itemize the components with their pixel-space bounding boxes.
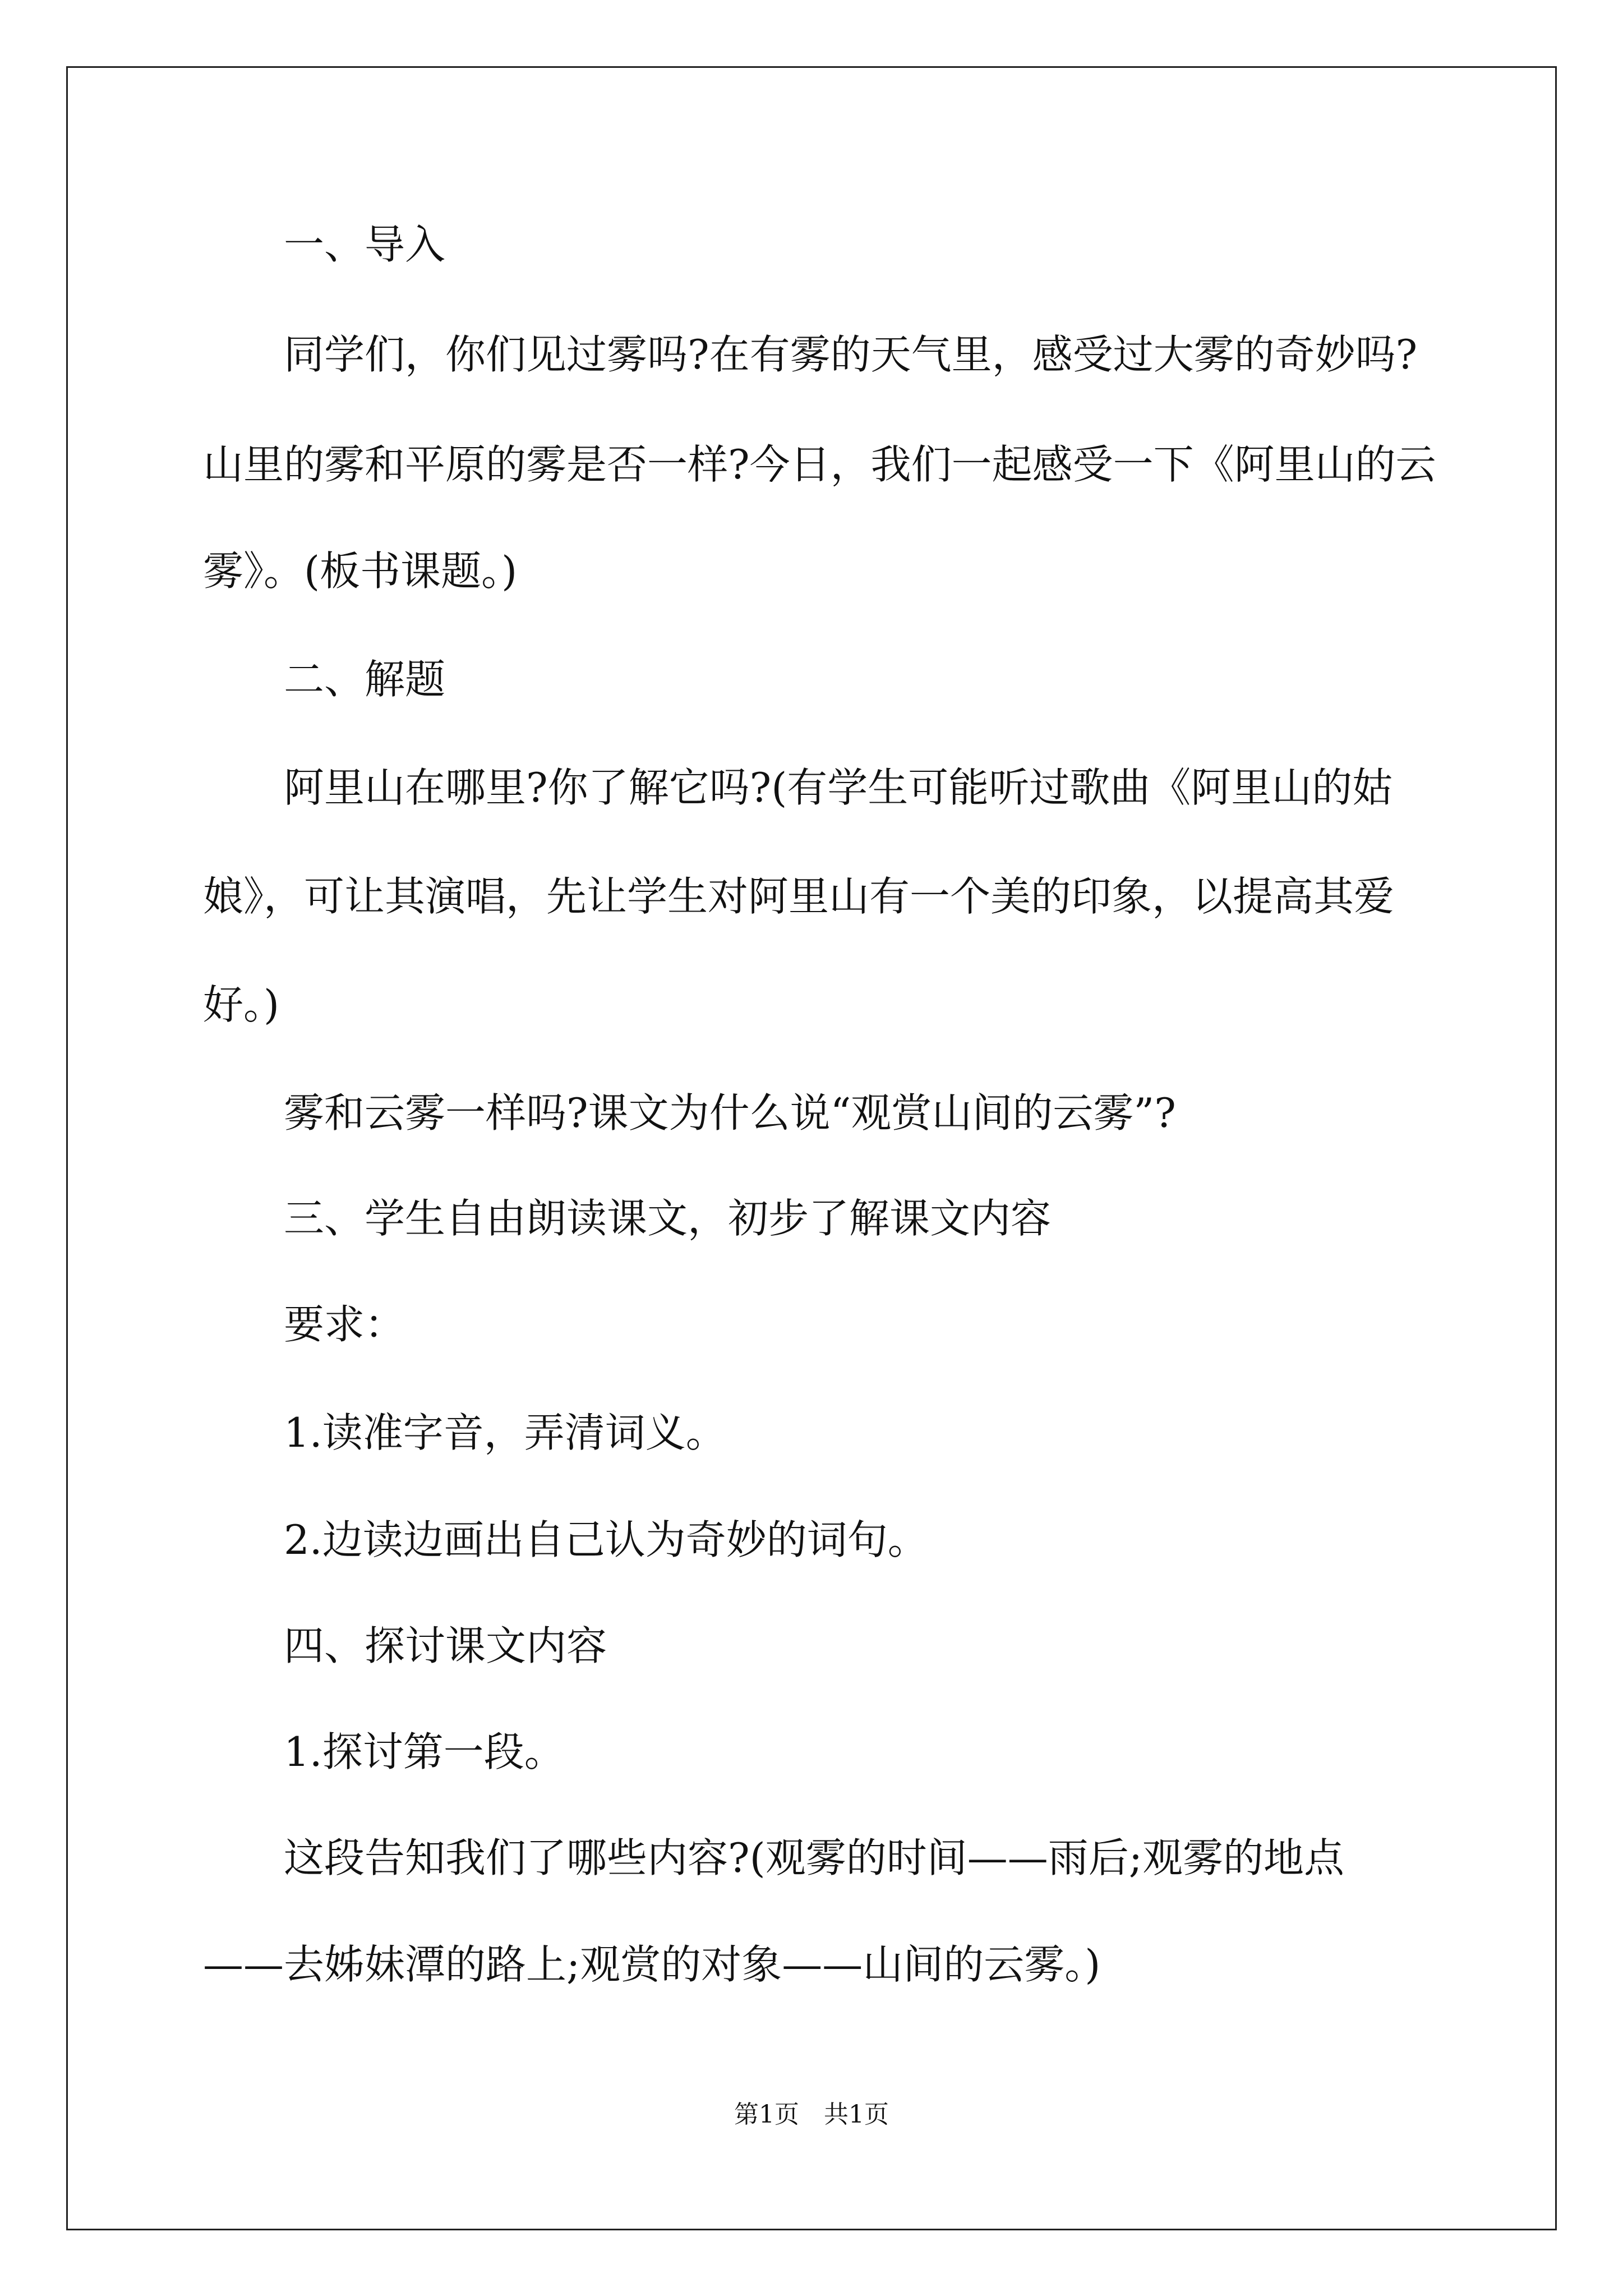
section-heading-reading: 三、学生自由朗读课文，初步了解课文内容	[284, 1195, 1052, 1242]
paragraph-line: 雾和云雾一样吗?课文为什么说“观赏山间的云雾”?	[284, 1089, 1176, 1137]
list-item: 1.读准字音，弄清词义。	[284, 1409, 726, 1456]
paragraph-line: 阿里山在哪里?你了解它吗?(有学生可能听过歌曲《阿里山的姑	[284, 764, 1393, 811]
section-heading-discussion: 四、探讨课文内容	[284, 1622, 607, 1669]
section-heading-intro: 一、导入	[284, 221, 446, 268]
paragraph-line: 这段告知我们了哪些内容?(观雾的时间——雨后;观雾的地点	[284, 1834, 1344, 1881]
page-number: 第1页 共1页	[734, 2100, 889, 2129]
paragraph-line: 同学们，你们见过雾吗?在有雾的天气里，感受过大雾的奇妙吗?	[284, 331, 1418, 378]
list-item: 2.边读边画出自己认为奇妙的词句。	[284, 1516, 928, 1563]
list-item: 1.探讨第一段。	[284, 1728, 565, 1775]
requirements-label: 要求：	[284, 1301, 405, 1348]
section-heading-topic: 二、解题	[284, 656, 446, 703]
paragraph-line: 娘》，可让其演唱，先让学生对阿里山有一个美的印象，以提高其爱	[203, 873, 1395, 920]
page-border	[66, 66, 1557, 2230]
paragraph-line: 好。)	[203, 981, 280, 1028]
paragraph-line: ——去姊妹潭的路上;观赏的对象——山间的云雾。)	[203, 1941, 1101, 1988]
paragraph-line: 雾》。(板书课题。)	[203, 547, 518, 595]
paragraph-line: 山里的雾和平原的雾是否一样?今日，我们一起感受一下《阿里山的云	[203, 441, 1436, 488]
